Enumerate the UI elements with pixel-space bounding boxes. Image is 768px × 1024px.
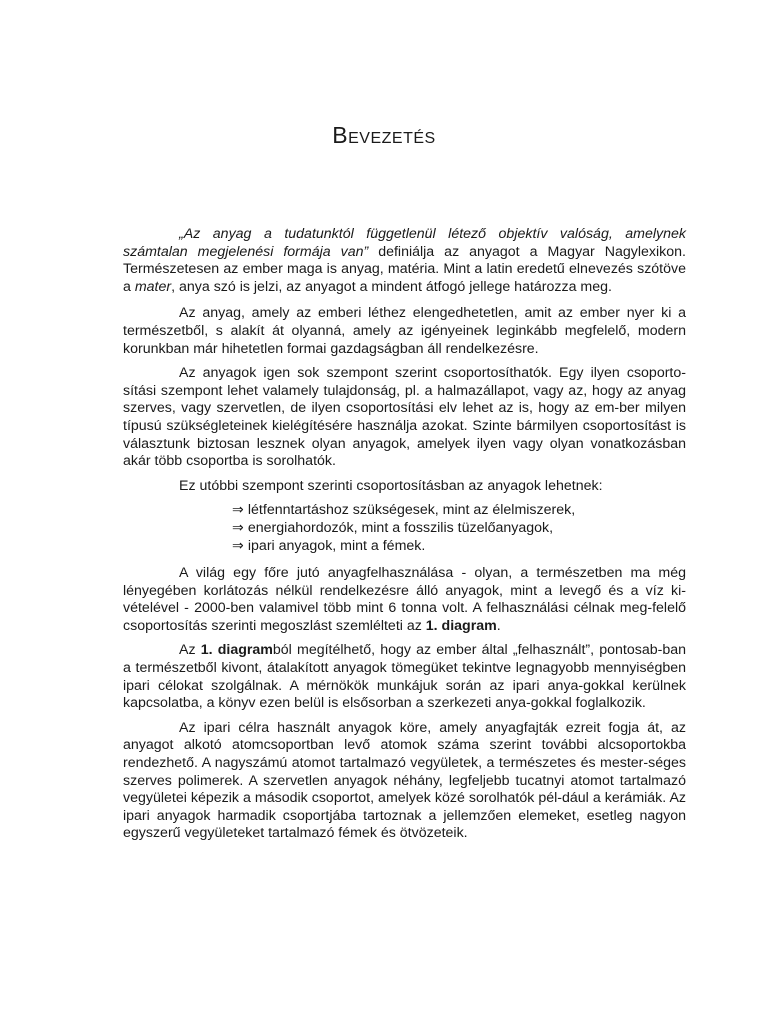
list-item-text: létfenntartáshoz szükségesek, mint az élelmiszerek,: [247, 502, 576, 519]
list-item-text: energiahordozók, mint a fosszilis tüzelőanyagok,: [247, 519, 554, 536]
arrow-icon: ⇒: [232, 519, 244, 536]
mater-word: mater: [134, 278, 172, 295]
quote-text: „Az anyag a tudatunktól függetlenül létező objektív valóság, amelynek számtalan megjelenési formája van”: [123, 226, 686, 260]
paragraph-7: Az ipari célra használt anyagok köre, amely anyagfajták ezreit fogja át, az anyagot alkotó atomcsoportban levő atomok száma szerint további alcsoportokba rendezhető. A nagyszámú atomot tartalmazó vegyületek, a természetes és mester-séges szerves polimerek. A szervetlen anyagok néhány, legfeljebb tucatnyi atomot tartalmazó vegyületei képezik a második csoportot, amelyek közé sorolhatók pél-dául a kerámiák. Az ipari anyagok harmadik csoportjába tartoznak a jellemzően elemeket, esetleg nagyon egyszerű vegyületeket tartalmazó fémek és ötvözeteik.: [123, 719, 686, 842]
paragraph-5: [123, 565, 686, 635]
category-list: [123, 502, 686, 555]
paragraph-1-end: , anya szó is jelzi, az anyagot a mindent átfogó jellege határozza meg.: [171, 278, 612, 295]
paragraph-1: [123, 226, 686, 296]
paragraph-3: Az anyagok igen sok szempont szerint csoportosíthatók. Egy ilyen csoporto-sítási szempont lehet valamely tulajdonság, pl. a halmazállapot, vagy az, hogy az anyag szerves, vagy szervetlen, de ilyen csoportosítási elv lehet az is, hogy az em-ber milyen típusú szükségleteinek kielégítésére használja azokat. Szinte bármilyen csoportosítást is választunk biztosan lesznek olyan anyagok, amelyek ilyen vagy olyan vonatkozásban akár több csoportba is sorolhatók.: [123, 365, 686, 470]
diagram-reference: 1. diagram: [200, 642, 273, 659]
paragraph-5-text: A világ egy főre jutó anyagfelhasználása - olyan, a természetben ma még lényegében korlátozás nélkül rendelkezésre álló anyagok, mint a levegő és a víz ki-vételével - 2000-ben valamivel több mint 6 tonna volt. A felhasználási célnak meg-felelő csoportosítás szerinti megoszlást szemlélteti az: [123, 565, 686, 634]
paragraph-6-text: ból megítélhető, hogy az ember által „felhasznált”, pontosab-ban a természetből kivont, átalakított anyagok tömegüket tekintve legnagyobb mennyiségben ipari célokat szolgálnak. A mérnökök munkájuk során az ipari anya-gokkal kerülnek kapcsolatba, a könyv ezen belül is elsősorban a szerkezeti anya-gokkal foglalkozik.: [123, 642, 686, 712]
page-title: Bevezetés: [332, 122, 436, 148]
list-item: [232, 520, 686, 538]
paragraph-2: Az anyag, amely az emberi léthez elengedhetetlen, amit az ember nyer ki a természetből, s alakít át olyanná, amely az igényeinek leginkább megfelelő, modern korunkban már hihetetlen formai gazdagságban áll rendelkezésre.: [123, 305, 686, 357]
arrow-icon: ⇒: [232, 502, 244, 519]
paragraph-4: Ez utóbbi szempont szerinti csoportosításban az anyagok lehetnek:: [179, 477, 603, 494]
paragraph-6-pre: Az: [179, 642, 201, 659]
list-item: [232, 502, 686, 520]
diagram-reference: 1. diagram: [425, 617, 497, 634]
paragraph-6: [123, 642, 686, 712]
list-item-text: ipari anyagok, mint a fémek.: [247, 537, 426, 554]
body-text: [123, 226, 686, 850]
paragraph-5-end: .: [496, 617, 501, 634]
list-item: [232, 538, 686, 556]
arrow-icon: ⇒: [232, 537, 244, 554]
paragraph-1-text: definiálja az anyagot a Magyar Nagylexikon. Természetesen az ember maga is anyag, matéria. Mint a latin eredetű elnevezés szótöve a: [123, 243, 686, 295]
